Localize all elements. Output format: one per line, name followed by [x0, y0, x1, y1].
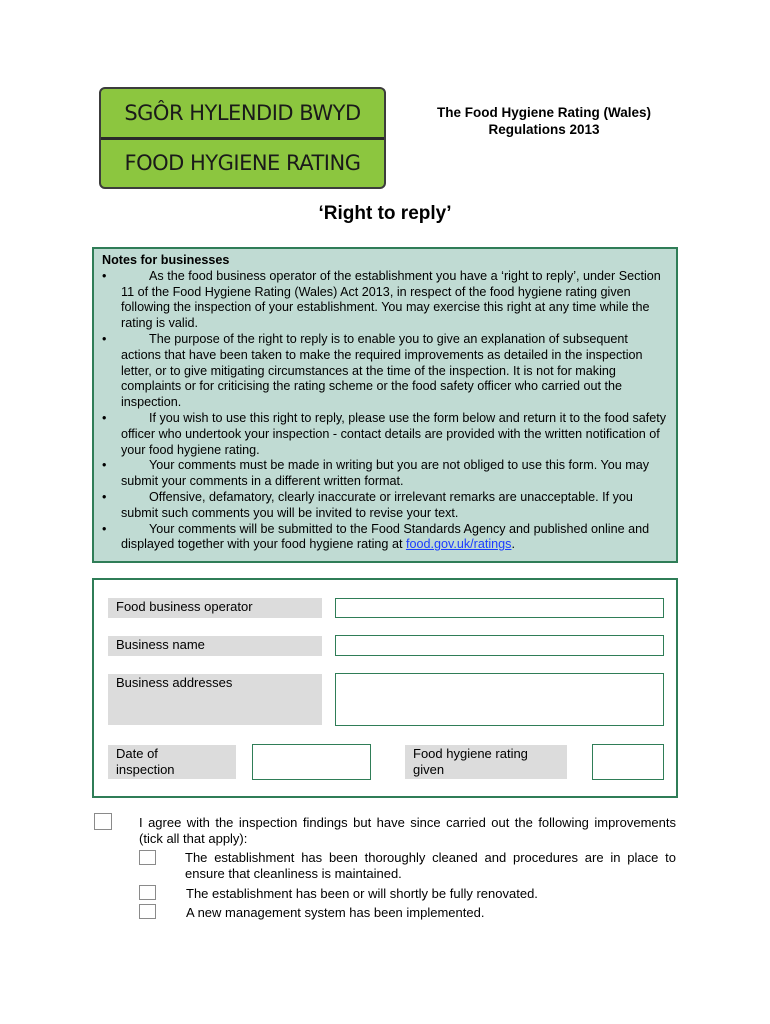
- bullet-icon: •: [102, 489, 107, 504]
- regulation-title: [408, 104, 680, 138]
- note-text-body: Your comments will be submitted to the Food Standards Agency and published online and displayed together with your food hygiene rating at: [121, 521, 650, 552]
- note-text-last: [121, 522, 669, 554]
- regulation-line-2: Regulations 2013: [488, 122, 600, 137]
- rating-given-label: [405, 745, 567, 779]
- option-checkbox-management[interactable]: [139, 904, 156, 919]
- note-text: As the food business operator of the establishment you have a ‘right to reply’, under Section 11 of the Food Hygiene Rating (Wales) Act 2013, in respect of the food hygiene rating given following the inspection of your establishment. You may exercise this right at any time while the rating is valid.: [121, 268, 661, 331]
- agree-checkbox[interactable]: [94, 813, 112, 830]
- inspection-date-label: [108, 745, 236, 779]
- note-text: Offensive, defamatory, clearly inaccurate or irrelevant remarks are unacceptable. If you submit such comments you will be invited to revise your text.: [121, 489, 633, 520]
- business-name-label: Business name: [108, 636, 322, 656]
- bullet-icon: •: [102, 521, 107, 536]
- operator-input[interactable]: [335, 598, 664, 618]
- bullet-icon: •: [102, 268, 107, 283]
- addresses-label: Business addresses: [108, 674, 322, 725]
- inspection-date-input[interactable]: [252, 744, 371, 780]
- logo-english-text: FOOD HYGIENE RATING: [124, 151, 361, 176]
- bullet-icon: •: [102, 410, 107, 425]
- note-text-end: .: [511, 537, 515, 552]
- bullet-icon: •: [102, 331, 107, 346]
- addresses-input[interactable]: [335, 673, 664, 726]
- rating-given-input[interactable]: [592, 744, 664, 780]
- option-text-renovated: The establishment has been or will shortly be fully renovated.: [186, 886, 538, 901]
- operator-label: Food business operator: [108, 598, 322, 618]
- ratings-link[interactable]: food.gov.uk/ratings: [405, 537, 512, 552]
- inspection-date-label-line-1: Date of: [116, 746, 158, 761]
- business-details-form: [92, 578, 678, 798]
- list-item: [102, 269, 669, 332]
- note-text: The purpose of the right to reply is to enable you to give an explanation of subsequent actions that have been taken to make the required improvements as detailed in the inspection letter, or to give mitigating circumstances at the time of the inspection. It is not for making complaints or for criticising the rating scheme or the food safety officer who carried out the inspection.: [121, 331, 643, 410]
- regulation-line-1: The Food Hygiene Rating (Wales): [436, 105, 651, 120]
- note-text: If you wish to use this right to reply, please use the form below and return it to the food safety officer who undertook your inspection - contact details are provided with the written notification of your food hygiene rating.: [121, 410, 667, 457]
- rating-given-label-line-1: Food hygiene rating: [413, 746, 528, 761]
- agree-statement: I agree with the inspection findings but have since carried out the following improvements (tick all that apply):: [139, 815, 676, 846]
- bullet-icon: •: [102, 458, 107, 473]
- list-item: [102, 490, 669, 522]
- notes-heading: Notes for businesses: [102, 253, 230, 267]
- page-title: ‘Right to reply’: [318, 203, 452, 224]
- list-item: [102, 332, 669, 411]
- list-item: [102, 458, 669, 490]
- rating-given-label-line-2: given: [413, 762, 445, 777]
- inspection-date-label-line-2: inspection: [116, 762, 175, 777]
- list-item: [102, 411, 669, 458]
- option-text-management: A new management system has been implemented.: [186, 905, 485, 920]
- logo-welsh-text: SGÔR HYLENDID BWYD: [124, 100, 361, 125]
- business-name-input[interactable]: [335, 635, 664, 656]
- note-text: Your comments must be made in writing but you are not obliged to use this form. You may submit your comments in a different written format.: [121, 458, 650, 489]
- food-hygiene-rating-logo: [99, 87, 386, 189]
- notes-list: [102, 269, 669, 553]
- option-checkbox-renovated[interactable]: [139, 885, 156, 900]
- option-checkbox-cleaned[interactable]: [139, 850, 156, 865]
- notes-for-businesses: [92, 247, 678, 563]
- list-item: [102, 522, 669, 554]
- option-text-cleaned: The establishment has been thoroughly cleaned and procedures are in place to ensure that cleanliness is maintained.: [185, 850, 676, 881]
